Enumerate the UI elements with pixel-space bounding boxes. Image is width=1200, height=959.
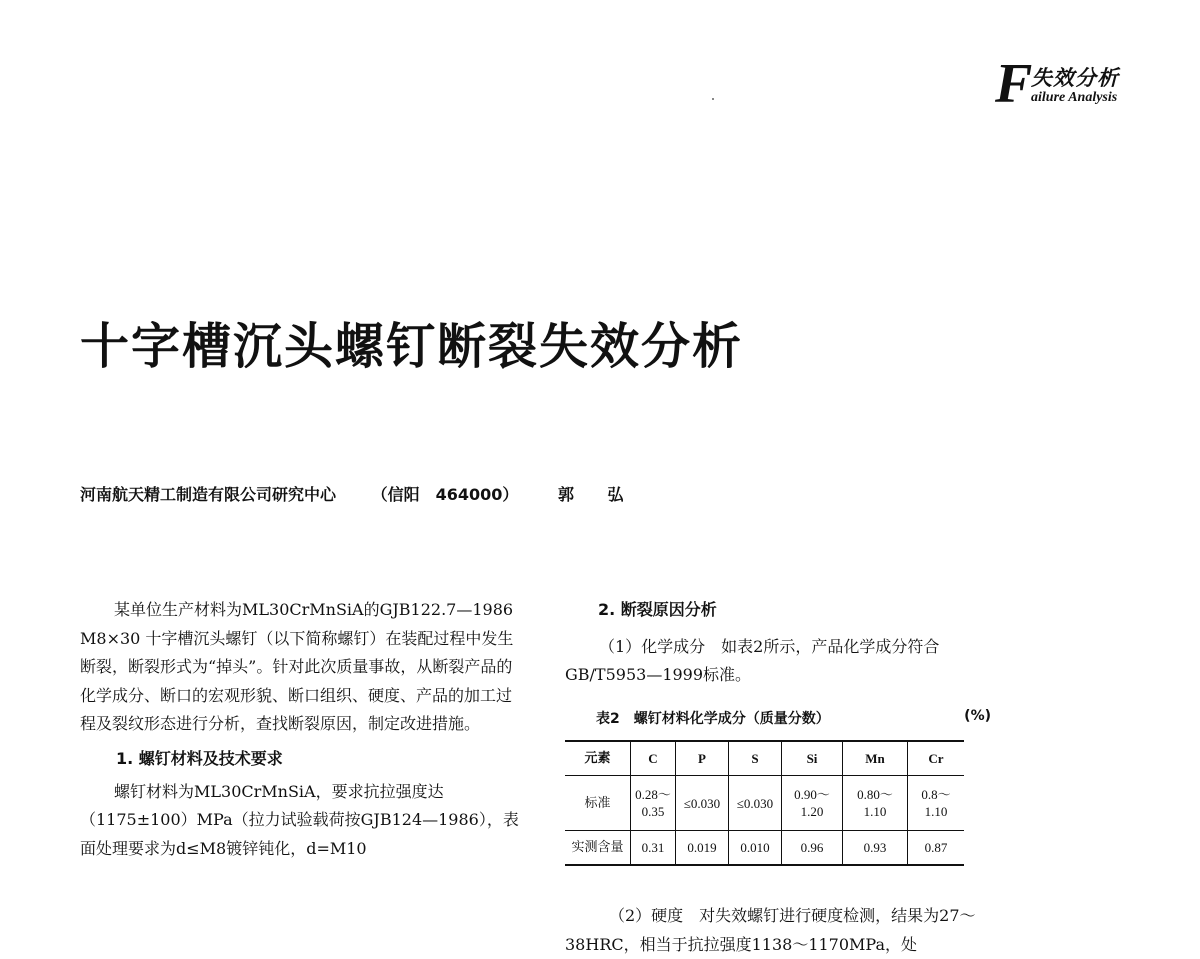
table-header-cell: Cr xyxy=(908,741,965,776)
table-cell: 0.019 xyxy=(676,831,729,866)
logo-chinese-text: 失效分析 xyxy=(1031,66,1119,90)
section-2-heading: 2. 断裂原因分析 xyxy=(598,600,717,619)
chemistry-paragraph: （1）化学成分 如表2所示，产品化学成分符合GB/T5953—1999标准。 xyxy=(565,636,940,685)
author-name: 郭 弘 xyxy=(557,485,638,504)
intro-paragraph: 某单位生产材料为ML30CrMnSiA的GJB122.7—1986 M8×30 十字槽沉头螺钉（以下简称螺钉）在装配过程中发生断裂，断裂形式为“掉头”。针对此次质量事故，从断裂产品的化学成分、断口的宏观形貌、断口组织、硬度、产品的加工过程及裂纹形态进行分析，查找断裂原因，制定改进措施。 xyxy=(80,600,514,734)
table-header-cell: P xyxy=(676,741,729,776)
table-header-cell: C xyxy=(631,741,676,776)
table-cell: 0.96 xyxy=(782,831,843,866)
right-column xyxy=(565,596,1005,690)
table-cell: 0.31 xyxy=(631,831,676,866)
table-cell: 0.93 xyxy=(843,831,908,866)
table-header-cell: 元素 xyxy=(565,741,631,776)
stray-mark xyxy=(712,98,714,100)
author-affiliation xyxy=(80,482,638,505)
table-header-cell: Mn xyxy=(843,741,908,776)
table-caption-text: 表2 螺钉材料化学成分（质量分数） xyxy=(596,711,830,727)
section-logo xyxy=(995,53,1165,120)
table-header-cell: S xyxy=(729,741,782,776)
table-cell: 0.87 xyxy=(908,831,965,866)
affiliation-org: 河南航天精工制造有限公司研究中心 xyxy=(80,485,337,504)
chemistry-table xyxy=(565,740,964,866)
hardness-paragraph-container xyxy=(565,902,1005,959)
table-caption xyxy=(596,708,991,728)
table-row xyxy=(565,831,964,866)
logo-letter: F xyxy=(995,53,1033,115)
section-1-heading: 1. 螺钉材料及技术要求 xyxy=(116,748,283,768)
table-unit: (%) xyxy=(964,708,991,724)
article-title: 十字槽沉头螺钉断裂失效分析 xyxy=(80,317,744,375)
table-row-label: 实测含量 xyxy=(565,831,631,866)
table-header-cell: Si xyxy=(782,741,843,776)
table-cell: 0.010 xyxy=(729,831,782,866)
affiliation-city: （信阳 464000） xyxy=(371,485,519,504)
table-cell: ≤0.030 xyxy=(676,776,729,831)
table-row xyxy=(565,776,964,831)
table-cell: 0.80～ 1.10 xyxy=(843,776,908,831)
table-cell: 0.28～ 0.35 xyxy=(631,776,676,831)
section-1-paragraph: 螺钉材料为ML30CrMnSiA，要求抗拉强度达（1175±100）MPa（拉力试验载荷按GJB124—1986），表面处理要求为d≤M8镀锌钝化，d=M10 xyxy=(80,781,519,858)
table-row-label: 标准 xyxy=(565,776,631,831)
table-cell: 0.8～ 1.10 xyxy=(908,776,965,831)
table-cell: ≤0.030 xyxy=(729,776,782,831)
table-cell: 0.90～ 1.20 xyxy=(782,776,843,831)
table-header-row xyxy=(565,741,964,776)
left-column xyxy=(80,596,522,863)
hardness-paragraph: （2）硬度 对失效螺钉进行硬度检测，结果为27～38HRC，相当于抗拉强度1138～1170MPa，处 xyxy=(565,906,976,954)
logo-english-text: ailure Analysis xyxy=(1031,90,1118,105)
